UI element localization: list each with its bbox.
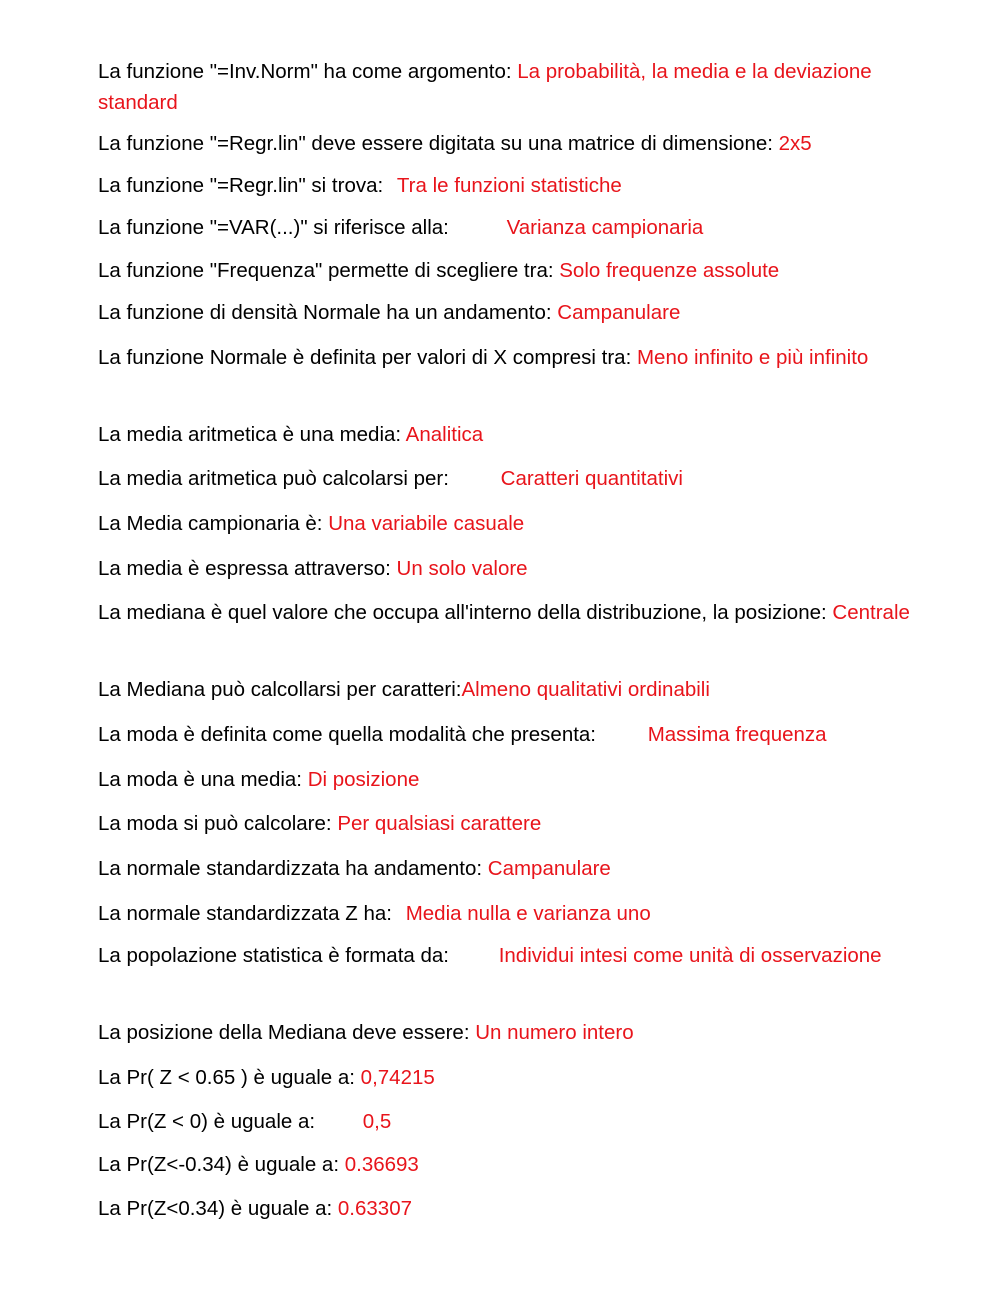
qa-entry xyxy=(98,1106,910,1137)
question-text: La media è espressa attraverso: xyxy=(98,557,397,580)
question-text: La Media campionaria è: xyxy=(98,512,329,535)
qa-entry xyxy=(98,508,910,539)
answer-text: Analitica xyxy=(405,423,484,446)
question-text: La funzione Normale è definita per valori di X compresi tra: xyxy=(98,346,637,369)
answer-text: 0.36693 xyxy=(344,1153,419,1176)
qa-entry xyxy=(98,898,910,929)
answer-text: 0,5 xyxy=(362,1110,392,1133)
answer-text: Individui intesi come unità di osservazione xyxy=(498,944,882,967)
answer-text: Solo frequenze assolute xyxy=(559,259,780,282)
question-text: La Pr(Z<-0.34) è uguale a: xyxy=(98,1153,345,1176)
question-text: La moda è definita come quella modalità che presenta: xyxy=(98,723,602,746)
question-text: La media aritmetica è una media: xyxy=(98,423,406,446)
question-text: La media aritmetica può calcolarsi per: xyxy=(98,467,455,490)
qa-entry xyxy=(98,128,910,159)
qa-entry xyxy=(98,674,910,705)
qa-entry xyxy=(98,170,910,201)
qa-entry xyxy=(98,764,910,795)
answer-text: 2x5 xyxy=(778,132,812,155)
qa-entry xyxy=(98,419,910,450)
question-text: La posizione della Mediana deve essere: xyxy=(98,1021,476,1044)
answer-text: Tra le funzioni statistiche xyxy=(396,174,622,197)
qa-entry xyxy=(98,212,910,243)
answer-text: Campanulare xyxy=(487,857,611,880)
answer-text: La probabilità, la media e la deviazione standard xyxy=(98,60,872,114)
question-text: La Mediana può calcollarsi per caratteri: xyxy=(98,678,462,701)
qa-entry xyxy=(98,940,910,971)
answer-text: Di posizione xyxy=(307,768,420,791)
answer-text: Varianza campionaria xyxy=(506,216,704,239)
qa-entry xyxy=(98,719,910,750)
question-text: La Pr(Z < 0) è uguale a: xyxy=(98,1110,321,1133)
qa-entry xyxy=(98,297,910,328)
question-text: La normale standardizzata Z ha: xyxy=(98,902,398,925)
answer-text: Massima frequenza xyxy=(647,723,827,746)
question-text: La Pr( Z < 0.65 ) è uguale a: xyxy=(98,1066,361,1089)
answer-text: Per qualsiasi carattere xyxy=(337,812,542,835)
qa-entry xyxy=(98,342,910,373)
answer-text: Una variabile casuale xyxy=(328,512,525,535)
question-text: La moda è una media: xyxy=(98,768,308,791)
qa-entry xyxy=(98,255,910,286)
answer-text: Caratteri quantitativi xyxy=(500,467,683,490)
qa-entry xyxy=(98,553,910,584)
question-text: La popolazione statistica è formata da: xyxy=(98,944,455,967)
question-text: La funzione "=Regr.lin" deve essere digitata su una matrice di dimensione: xyxy=(98,132,779,155)
answer-text: Un numero intero xyxy=(475,1021,634,1044)
question-text: La funzione "=Inv.Norm" ha come argomento: xyxy=(98,60,518,83)
answer-text: Campanulare xyxy=(557,301,681,324)
question-text: La funzione di densità Normale ha un andamento: xyxy=(98,301,558,324)
qa-entry xyxy=(98,56,910,118)
qa-entry xyxy=(98,597,910,628)
qa-entry xyxy=(98,853,910,884)
question-text: La funzione "Frequenza" permette di scegliere tra: xyxy=(98,259,560,282)
question-text: La normale standardizzata ha andamento: xyxy=(98,857,488,880)
answer-text: Media nulla e varianza uno xyxy=(405,902,651,925)
answer-text: Almeno qualitativi ordinabili xyxy=(461,678,710,701)
answer-text: 0.63307 xyxy=(337,1197,412,1220)
question-text: La mediana è quel valore che occupa all'interno della distribuzione, la posizione: xyxy=(98,601,833,624)
answer-text: Meno infinito e più infinito xyxy=(636,346,869,369)
answer-text: Centrale xyxy=(832,601,910,624)
qa-entry xyxy=(98,808,910,839)
qa-entry xyxy=(98,463,910,494)
answer-text: Un solo valore xyxy=(396,557,528,580)
question-text: La Pr(Z<0.34) è uguale a: xyxy=(98,1197,338,1220)
question-text: La funzione "=VAR(...)" si riferisce alla: xyxy=(98,216,455,239)
qa-entry xyxy=(98,1149,910,1180)
qa-entry xyxy=(98,1062,910,1093)
answer-text: 0,74215 xyxy=(360,1066,435,1089)
qa-entry xyxy=(98,1193,910,1224)
qa-entry xyxy=(98,1017,910,1048)
question-text: La moda si può calcolare: xyxy=(98,812,338,835)
question-text: La funzione "=Regr.lin" si trova: xyxy=(98,174,389,197)
